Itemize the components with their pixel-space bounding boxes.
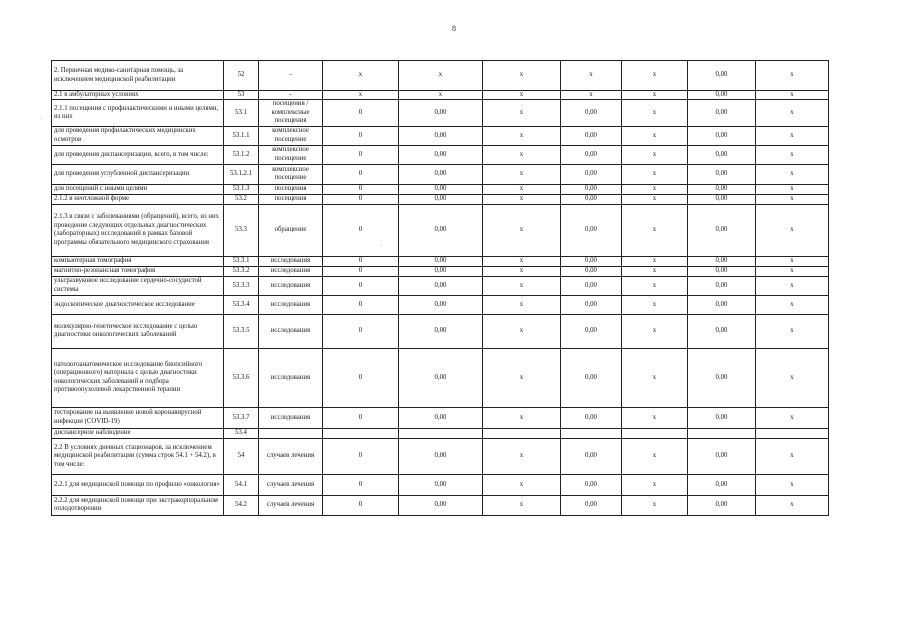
row-number-cell: 53.3 [224, 204, 259, 256]
value-cell-6: 0,00 [688, 61, 756, 91]
value-cell-1: 0 [323, 348, 399, 407]
value-cell-1: x [323, 61, 399, 91]
row-name-cell: 2.2.2 для медицинской помощи при экстракорпоральном оплодотворении [52, 495, 224, 515]
value-cell-1: 0 [323, 438, 399, 474]
value-cell-3: x [483, 256, 561, 266]
row-name-cell: 2.1.2 в неотложной форме [52, 194, 224, 204]
value-cell-7: x [756, 145, 829, 164]
value-cell-3: x [483, 204, 561, 256]
value-cell-5: x [622, 474, 688, 495]
value-cell-3 [483, 428, 561, 438]
value-cell-4: 0,00 [561, 126, 622, 145]
value-cell-5: x [622, 184, 688, 194]
value-cell-6: 0,00 [688, 184, 756, 194]
row-name-cell: для проведения профилактических медицинских осмотров [52, 126, 224, 145]
unit-cell: - [259, 91, 323, 100]
value-cell-3: x [483, 145, 561, 164]
row-number-cell: 53.3.5 [224, 314, 259, 348]
value-cell-3: x [483, 164, 561, 184]
value-cell-2: 0,00 [399, 100, 483, 126]
unit-cell: посещения / комплексные посещения [259, 100, 323, 126]
value-cell-3: x [483, 100, 561, 126]
table-row [52, 428, 829, 438]
value-cell-1: 0 [323, 184, 399, 194]
row-name-cell: диспансерное наблюдение [52, 428, 224, 438]
row-number-cell: 53.3.6 [224, 348, 259, 407]
unit-cell: посещения [259, 194, 323, 204]
row-name-cell: магнитно-резонансная томография [52, 266, 224, 276]
unit-cell: комплексное посещение [259, 126, 323, 145]
value-cell-3: x [483, 266, 561, 276]
row-name-cell: для посещений с иными целями [52, 184, 224, 194]
unit-cell: исследования [259, 266, 323, 276]
value-cell-5: x [622, 61, 688, 91]
value-cell-5: x [622, 194, 688, 204]
value-cell-4: 0,00 [561, 204, 622, 256]
row-name-cell: молекулярно-генетическое исследование с целью диагностики онкологических заболеваний [52, 314, 224, 348]
value-cell-6: 0,00 [688, 100, 756, 126]
value-cell-6: 0,00 [688, 145, 756, 164]
value-cell-5: x [622, 348, 688, 407]
value-cell-2: 0,00 [399, 276, 483, 295]
value-cell-1: 0 [323, 314, 399, 348]
value-cell-3: x [483, 276, 561, 295]
value-cell-4: 0,00 [561, 295, 622, 314]
value-cell-5: x [622, 438, 688, 474]
table-row [52, 184, 829, 194]
row-name-cell: 2.2.1 для медицинской помощи по профилю «онкология» [52, 474, 224, 495]
page-number: 8 [452, 24, 456, 33]
row-number-cell: 54 [224, 438, 259, 474]
unit-cell: обращение [259, 204, 323, 256]
table-row [52, 407, 829, 428]
value-cell-7: x [756, 184, 829, 194]
value-cell-7: x [756, 407, 829, 428]
unit-cell: случаев лечения [259, 474, 323, 495]
value-cell-4: 0,00 [561, 495, 622, 515]
unit-cell: комплексное посещение [259, 164, 323, 184]
value-cell-3: x [483, 126, 561, 145]
value-cell-4 [561, 428, 622, 438]
value-cell-5 [622, 428, 688, 438]
value-cell-6: 0,00 [688, 314, 756, 348]
value-cell-1: 0 [323, 256, 399, 266]
value-cell-4: 0,00 [561, 314, 622, 348]
row-number-cell: 53.1.3 [224, 184, 259, 194]
value-cell-2: 0,00 [399, 495, 483, 515]
value-cell-4: 0,00 [561, 276, 622, 295]
table-row [52, 348, 829, 407]
row-name-cell: компьютерная томография [52, 256, 224, 266]
value-cell-6: 0,00 [688, 256, 756, 266]
table-row [52, 495, 829, 515]
table-row [52, 145, 829, 164]
value-cell-2: 0,00 [399, 348, 483, 407]
value-cell-1: 0 [323, 194, 399, 204]
value-cell-6: 0,00 [688, 276, 756, 295]
table-row [52, 276, 829, 295]
table-row [52, 438, 829, 474]
value-cell-6: 0,00 [688, 438, 756, 474]
value-cell-3: x [483, 91, 561, 100]
value-cell-7: x [756, 348, 829, 407]
value-cell-3: x [483, 495, 561, 515]
value-cell-3: x [483, 438, 561, 474]
value-cell-6: 0,00 [688, 164, 756, 184]
row-name-cell: 2.1.3 в связи с заболеваниями (обращений), всего, из них проведение следующих отдельных диагностических (лабораторных) исследований в рамках базовой программы обязательного медицинского страхования [52, 204, 224, 256]
value-cell-2: 0,00 [399, 295, 483, 314]
value-cell-4: 0,00 [561, 256, 622, 266]
value-cell-1: 0 [323, 276, 399, 295]
value-cell-7: x [756, 495, 829, 515]
value-cell-2 [399, 428, 483, 438]
value-cell-1: 0 [323, 495, 399, 515]
value-cell-6: 0,00 [688, 495, 756, 515]
value-cell-3: x [483, 295, 561, 314]
value-cell-4: 0,00 [561, 100, 622, 126]
value-cell-4: x [561, 91, 622, 100]
value-cell-7: x [756, 61, 829, 91]
value-cell-6: 0,00 [688, 194, 756, 204]
value-cell-1: 0 [323, 145, 399, 164]
value-cell-5: x [622, 100, 688, 126]
row-number-cell: 53.4 [224, 428, 259, 438]
table-row [52, 314, 829, 348]
value-cell-2: x [399, 61, 483, 91]
value-cell-7: x [756, 194, 829, 204]
value-cell-2: 0,00 [399, 145, 483, 164]
value-cell-1: x [323, 91, 399, 100]
row-name-cell: ультразвуковое исследование сердечно-сосудистой системы [52, 276, 224, 295]
unit-cell: комплексное посещение [259, 145, 323, 164]
table-row [52, 266, 829, 276]
value-cell-6: 0,00 [688, 295, 756, 314]
value-cell-1: 0 [323, 126, 399, 145]
value-cell-6: 0,00 [688, 126, 756, 145]
row-number-cell: 53.1.2 [224, 145, 259, 164]
table-row [52, 126, 829, 145]
value-cell-1: 0 [323, 164, 399, 184]
data-table [51, 60, 829, 516]
row-number-cell: 53.3.3 [224, 276, 259, 295]
value-cell-7: x [756, 314, 829, 348]
row-number-cell: 53.3.2 [224, 266, 259, 276]
value-cell-6 [688, 428, 756, 438]
table-row [52, 61, 829, 91]
value-cell-2: 0,00 [399, 438, 483, 474]
scan-speck: · [40, 116, 42, 122]
value-cell-3: x [483, 184, 561, 194]
value-cell-7: x [756, 276, 829, 295]
value-cell-6: 0,00 [688, 348, 756, 407]
row-number-cell: 52 [224, 61, 259, 91]
value-cell-7: x [756, 164, 829, 184]
value-cell-5: x [622, 164, 688, 184]
value-cell-1: 0 [323, 204, 399, 256]
value-cell-5: x [622, 91, 688, 100]
value-cell-5: x [622, 314, 688, 348]
value-cell-5: x [622, 407, 688, 428]
value-cell-5: x [622, 145, 688, 164]
value-cell-2: 0,00 [399, 314, 483, 348]
row-number-cell: 53.1 [224, 100, 259, 126]
row-name-cell: 2. Первичная медико-санитарная помощь, за исключением медицинской реабилитации [52, 61, 224, 91]
row-number-cell: 53.1.1 [224, 126, 259, 145]
table-row [52, 204, 829, 256]
value-cell-7: x [756, 126, 829, 145]
row-number-cell: 53.3.1 [224, 256, 259, 266]
value-cell-6: 0,00 [688, 91, 756, 100]
row-name-cell: эндоскопическое диагностическое исследование [52, 295, 224, 314]
value-cell-2: 0,00 [399, 184, 483, 194]
value-cell-7: x [756, 91, 829, 100]
value-cell-6: 0,00 [688, 407, 756, 428]
row-name-cell: патологоанатомическое исследование биопсийного (операционного) материала с целью диагностики онкологических заболеваний и подбора противоопухолевой лекарственной терапии [52, 348, 224, 407]
value-cell-7: x [756, 295, 829, 314]
value-cell-1: 0 [323, 474, 399, 495]
table-row [52, 100, 829, 126]
value-cell-3: x [483, 407, 561, 428]
value-cell-7 [756, 428, 829, 438]
value-cell-7: x [756, 100, 829, 126]
row-name-cell: тестирование на выявление новой коронавирусной инфекции (COVID-19) [52, 407, 224, 428]
row-number-cell: 53.1.2.1 [224, 164, 259, 184]
value-cell-6: 0,00 [688, 204, 756, 256]
row-name-cell: 2.1 в амбулаторных условиях [52, 91, 224, 100]
value-cell-5: x [622, 495, 688, 515]
table-row [52, 91, 829, 100]
value-cell-1: 0 [323, 295, 399, 314]
value-cell-1: 0 [323, 266, 399, 276]
value-cell-5: x [622, 276, 688, 295]
value-cell-2: 0,00 [399, 194, 483, 204]
table-row [52, 474, 829, 495]
value-cell-6: 0,00 [688, 266, 756, 276]
value-cell-2: x [399, 91, 483, 100]
value-cell-2: 0,00 [399, 256, 483, 266]
value-cell-1: 0 [323, 407, 399, 428]
row-number-cell: 54.2 [224, 495, 259, 515]
value-cell-1: 0 [323, 100, 399, 126]
unit-cell: исследования [259, 276, 323, 295]
value-cell-4: 0,00 [561, 164, 622, 184]
unit-cell [259, 428, 323, 438]
unit-cell: - [259, 61, 323, 91]
value-cell-4: 0,00 [561, 145, 622, 164]
value-cell-4: 0,00 [561, 194, 622, 204]
row-name-cell: для проведения углубленной диспансеризации [52, 164, 224, 184]
row-name-cell: для проведения диспансеризации, всего, в том числе: [52, 145, 224, 164]
unit-cell: случаев лечения [259, 438, 323, 474]
scan-speck: · [380, 243, 382, 249]
value-cell-7: x [756, 204, 829, 256]
value-cell-1 [323, 428, 399, 438]
value-cell-5: x [622, 204, 688, 256]
row-name-cell: 2.2 В условиях дневных стационаров, за исключением медицинской реабилитации (сумма строк 54.1 + 54.2), в том числе: [52, 438, 224, 474]
value-cell-5: x [622, 266, 688, 276]
unit-cell: исследования [259, 407, 323, 428]
unit-cell: посещения [259, 184, 323, 194]
value-cell-4: 0,00 [561, 266, 622, 276]
value-cell-6: 0,00 [688, 474, 756, 495]
unit-cell: случаев лечения [259, 495, 323, 515]
value-cell-3: x [483, 348, 561, 407]
value-cell-3: x [483, 474, 561, 495]
value-cell-7: x [756, 438, 829, 474]
unit-cell: исследования [259, 314, 323, 348]
value-cell-7: x [756, 266, 829, 276]
value-cell-2: 0,00 [399, 474, 483, 495]
row-number-cell: 53.3.4 [224, 295, 259, 314]
row-number-cell: 53.3.7 [224, 407, 259, 428]
value-cell-2: 0,00 [399, 407, 483, 428]
row-name-cell: 2.1.1 посещения с профилактическими и иными целями, из них [52, 100, 224, 126]
unit-cell: исследования [259, 348, 323, 407]
row-number-cell: 54.1 [224, 474, 259, 495]
value-cell-5: x [622, 295, 688, 314]
value-cell-4: 0,00 [561, 474, 622, 495]
value-cell-3: x [483, 61, 561, 91]
value-cell-7: x [756, 474, 829, 495]
value-cell-3: x [483, 194, 561, 204]
unit-cell: исследования [259, 256, 323, 266]
value-cell-4: 0,00 [561, 407, 622, 428]
table-row [52, 164, 829, 184]
value-cell-2: 0,00 [399, 126, 483, 145]
value-cell-5: x [622, 256, 688, 266]
row-number-cell: 53 [224, 91, 259, 100]
value-cell-2: 0,00 [399, 204, 483, 256]
value-cell-7: x [756, 256, 829, 266]
table-row [52, 256, 829, 266]
row-number-cell: 53.2 [224, 194, 259, 204]
table-row [52, 295, 829, 314]
value-cell-2: 0,00 [399, 164, 483, 184]
value-cell-4: 0,00 [561, 184, 622, 194]
value-cell-3: x [483, 314, 561, 348]
value-cell-4: 0,00 [561, 438, 622, 474]
value-cell-4: 0,00 [561, 348, 622, 407]
value-cell-2: 0,00 [399, 266, 483, 276]
table-row [52, 194, 829, 204]
unit-cell: исследования [259, 295, 323, 314]
value-cell-4: x [561, 61, 622, 91]
value-cell-5: x [622, 126, 688, 145]
